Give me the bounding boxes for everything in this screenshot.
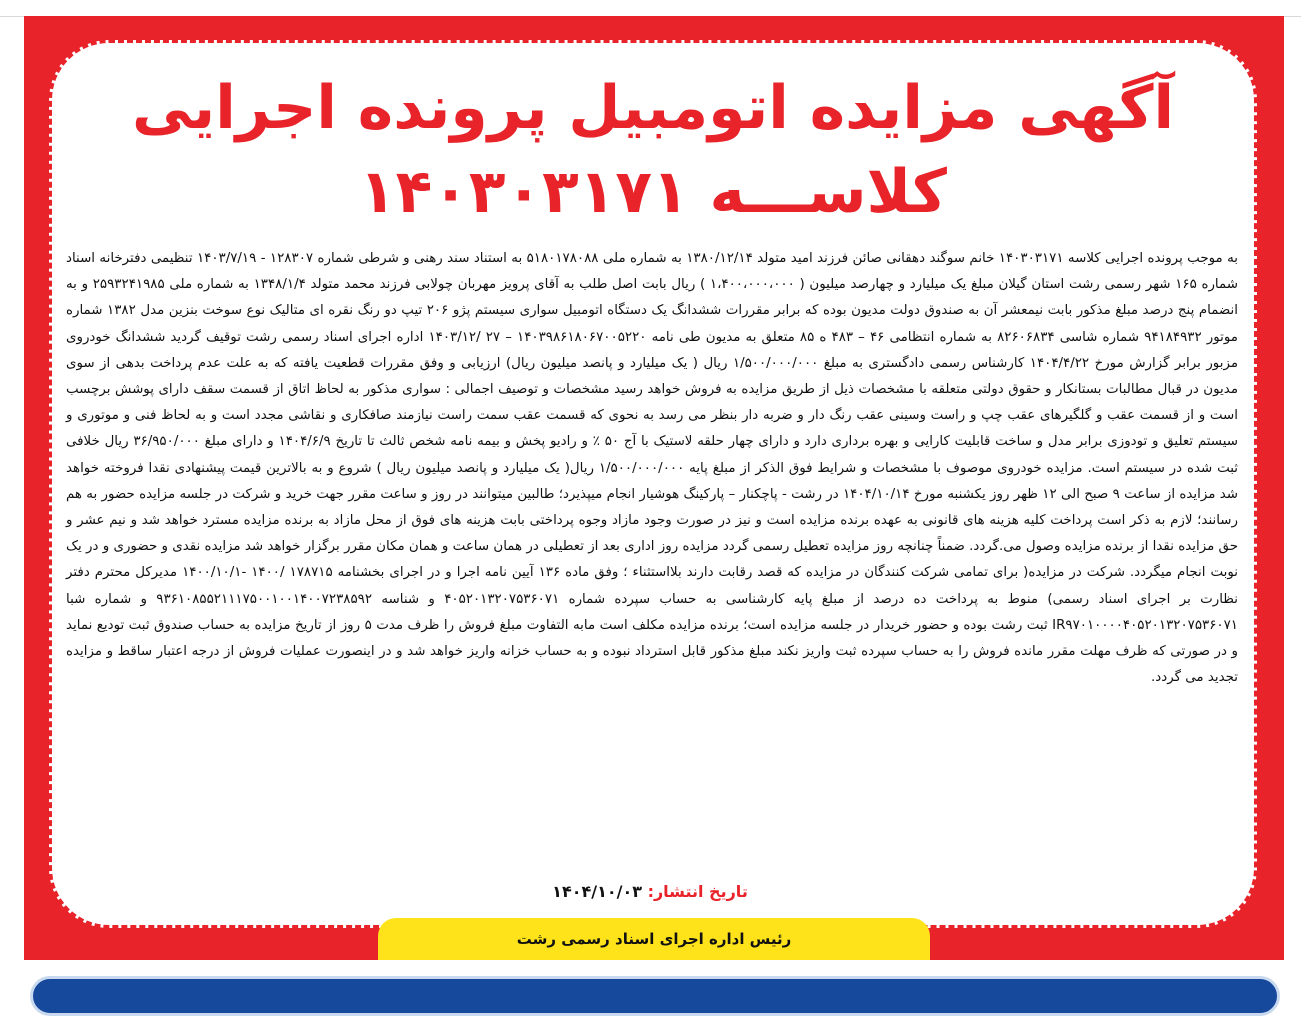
- signature-text: رئیس اداره اجرای اسناد رسمی رشت: [516, 930, 792, 948]
- notice-body: به موجب پرونده اجرایی کلاسه ۱۴۰۳۰۳۱۷۱ خانم سوگند دهقانی صائن فرزند امید متولد ۱۳۸۰/۱۲/۱۴ به شماره ملی ۵۱۸۰۱۷۸۰۸۸ به استناد سند رهنی و شرطی شماره ۱۲۸۳۰۷ - ۱۴۰۳/۷/۱۹ تنظیمی دفترخانه اسناد شماره ۱۶۵ شهر رسمی رشت استان گیلان مبلغ یک میلیارد و چهارصد میلیون ( ۱،۴۰۰،۰۰۰،۰۰۰ ) ریال بابت اصل طلب به آقای پرویز مهربان چولابی فرزند محمد متولد ۱۳۴۸/۱/۴ به شماره ملی ۲۵۹۳۲۴۱۹۸۵ و به انضمام پنج درصد مبلغ مذکور بابت نیمعشر آن به صندوق دولت مدیون بوده که برابر مقررات ششدانگ یک دستگاه اتومبیل سواری سیستم پژو ۲۰۶ تیپ دو رنگ نقره ای متالیک نوع سوخت بنزین مدل ۱۳۸۲ شماره موتور ۹۴۱۸۴۹۳۲ شماره شاسی ۸۲۶۰۶۸۳۴ به شماره انتظامی ۴۶ – ۴۸۳ ه ۸۵ متعلق به مدیون طی نامه ۱۴۰۳۹۸۶۱۸۰۶۷۰۰۵۲۲۰ – ۲۷ /۱۴۰۳/۱۲ اداره اجرای اسناد رسمی رشت توقیف گردید ششدانگ خودروی مزبور برابر گزارش مورخ ۱۴۰۴/۴/۲۲ کارشناس رسمی دادگستری به مبلغ ۱/۵۰۰/۰۰۰/۰۰۰ ریال ( یک میلیارد و پانصد میلیون ریال) ارزیابی و وفق مقررات قطعیت یافته که به علت عدم پرداخت بدهی از سوی مدیون در قبال مطالبات بستانکار و حقوق دولتی متعلقه با مشخصات ذیل از طریق مزایده به فروش خواهد رسید مشخصات و توصیف اجمالی : سواری مذکور به لحاظ اتاق از قسمت سقف دارای پوشش برچسب است و از قسمت عقب و گلگیرهای عقب چپ و راست وسینی عقب رنگ دار و ضربه دار بنظر می رسد به نحوی که قسمت عقب سمت راست نیازمند صافکاری و نقاشی مجدد است و به لحاظ فنی و موتوری و سیستم تعلیق و تودوزی برابر مدل و ساخت قابلیت کارایی و بهره برداری دارد و دارای چهار حلقه لاستیک با آج ۵۰ ٪ و رادیو پخش و بیمه نامه شخص ثالث تا تاریخ ۱۴۰۴/۶/۹ و دارای مبلغ ۳۶/۹۵۰/۰۰۰ ریال خلافی ثبت شده در سیستم است. مزایده خودروی موصوف با مشخصات و شرایط فوق الذکر از مبلغ پایه ۱/۵۰۰/۰۰۰/۰۰۰ ریال( یک میلیارد و پانصد میلیون ریال ) شروع و به بالاترین قیمت پیشنهادی نقدا فروخته خواهد شد مزایده از ساعت ۹ صبح الی ۱۲ ظهر روز یکشنبه مورخ ۱۴۰۴/۱۰/۱۴ در رشت - پاچکنار – پارکینگ هوشیار انجام میپذیرد؛ طالبین میتوانند در روز و ساعت مقرر جهت خرید و شرکت در جلسه مزایده حضور به هم رسانند؛ لازم به ذکر است پرداخت کلیه هزینه های قانونی به عهده برنده مزایده است و نیز در صورت وجود مازاد وجوه پرداختی بابت هزینه های فوق از محل مازاد به برنده مزایده مسترد خواهد شد و نیم عشر و حق مزایده نقدا از برنده مزایده وصول می.گردد. ضمناً چنانچه روز مزایده تعطیل رسمی گردد مزایده روز اداری بعد از تعطیلی در همان ساعت و همان مکان مقرر برگزار خواهد شد مزایده نقدی و حضوری و در یک نوبت انجام میگردد. شرکت در مزایده( برای تمامی شرکت کنندگان در مزایده که قصد رقابت دارند بلااستثناء ؛ وفق ماده ۱۳۶ آیین نامه اجرا و در اجرای بخشنامه ۱۷۸۷۱۵ /۱۴۰۰ -۱۴۰۰/۱۰/۱ مدیرکل محترم دفتر نظارت بر اجرای اسناد رسمی) منوط به پرداخت ده درصد از مبلغ پایه کارشناسی به حساب سپرده شماره ۴۰۵۲۰۱۳۲۰۷۵۳۶۰۷۱ و شناسه ۹۳۶۱۰۸۵۵۲۱۱۱۷۵۰۰۱۰۰۱۴۰۰۷۲۳۸۵۹۲ و شماره شبا IR۹۷۰۱۰۰۰۰۴۰۵۲۰۱۳۲۰۷۵۳۶۰۷۱ ثبت رشت بوده و حضور خریدار در جلسه مزایده است؛ برنده مزایده مکلف است مابه التفاوت مبلغ فروش را ظرف مدت ۵ روز از تاریخ مزایده به حساب صندوق ثبت تودیع نماید و در صورتی که ظرف مهلت مقرر مانده فروش را به حساب سپرده ثبت واریز نکند مبلغ مذکور قابل استرداد نبوده و به حساب خزانه واریز خواهد شد و در اینصورت عملیات فروش از درجه اعتبار ساقط و مزایده تجدید می گردد.: [66, 251, 1239, 686]
- next-ad-edge: [30, 976, 1280, 1016]
- signature-banner: [378, 918, 930, 960]
- top-divider-strip: [0, 0, 1301, 17]
- publish-date-value: ۱۴۰۴/۱۰/۰۳: [552, 882, 642, 901]
- notice-title: آگهی مزایده اتومبیل پرونده اجرایی کلاســـه ۱۴۰۳۰۳۱۷۱: [131, 73, 1175, 227]
- publish-date-label: تاریخ انتشار:: [647, 882, 748, 901]
- publish-date-line: [420, 879, 880, 905]
